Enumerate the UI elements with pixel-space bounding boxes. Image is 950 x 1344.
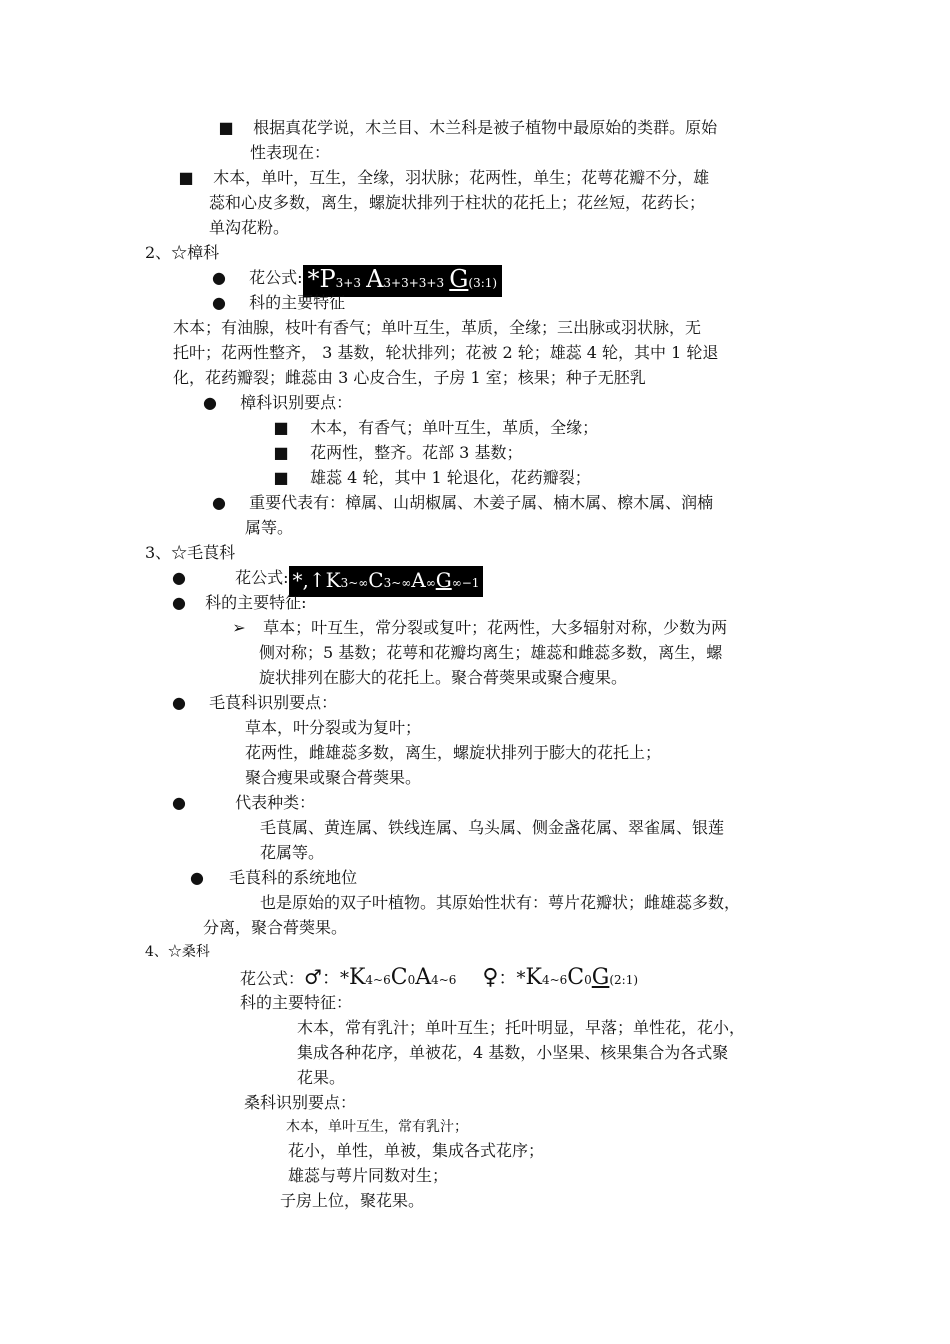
dot-bullet-icon: ● xyxy=(172,593,186,612)
ranunculaceae-id-3: 聚合瘦果或聚合蓇葖果。 xyxy=(245,768,422,787)
lauraceae-features-1: 木本；有油腺，枝叶有香气；单叶互生，革质，全缘；三出脉或羽状脉，无 xyxy=(173,318,702,337)
section-heading-ranunculaceae: 3、☆毛茛科 xyxy=(145,543,236,562)
magnolia-bullet-1: 根据真花学说，木兰目、木兰科是被子植物中最原始的类群。原始 xyxy=(253,118,718,137)
list-item xyxy=(190,865,357,890)
ranunculaceae-flower-formula: *,↑K3~∞C3~∞A∞G∞−1 xyxy=(289,566,484,597)
dot-bullet-icon: ● xyxy=(203,393,217,412)
magnolia-bullet-2-cont1: 蕊和心皮多数，离生，螺旋状排列于柱状的花托上；花丝短，花药长； xyxy=(209,193,706,212)
id-label: 樟科识别要点： xyxy=(240,393,353,412)
features-label: 科的主要特征: xyxy=(205,593,307,612)
arrow-bullet-icon: ➢ xyxy=(232,618,246,637)
lauraceae-features-2: 托叶；花两性整齐， 3 基数，轮状排列；花被 2 轮；雄蕊 4 轮，其中 1 轮退 xyxy=(173,343,719,362)
status-label: 毛茛科的系统地位 xyxy=(229,868,358,887)
list-item xyxy=(212,490,713,515)
magnolia-bullet-1-cont: 性表现在： xyxy=(250,143,331,162)
list-item xyxy=(273,465,591,490)
list-item xyxy=(172,690,337,715)
dot-bullet-icon: ● xyxy=(212,493,226,512)
features-label: 科的主要特征 xyxy=(249,293,346,312)
square-bullet-icon: ■ xyxy=(273,418,289,437)
lauraceae-id-item: 木本，有香气；单叶互生，革质，全缘； xyxy=(310,418,599,437)
moraceae-id-4: 子房上位，聚花果。 xyxy=(280,1191,425,1210)
list-item xyxy=(273,440,522,465)
moraceae-features-2: 集成各种花序，单被花，4 基数，小坚果、核果集合为各式聚 xyxy=(297,1043,729,1062)
moraceae-id-1: 木本，单叶互生，常有乳汁； xyxy=(286,1119,468,1135)
lauraceae-features-3: 化，花药瓣裂；雌蕊由 3 心皮合生，子房 1 室；核果；种子无胚乳 xyxy=(173,368,646,387)
moraceae-features-1: 木本，常有乳汁；单叶互生；托叶明显，早落；单性花，花小， xyxy=(297,1018,746,1037)
ranunculaceae-features-1: 草本；叶互生，常分裂或复叶；花两性，大多辐射对称，少数为两 xyxy=(263,618,728,637)
lauraceae-reps-cont: 属等。 xyxy=(245,518,294,537)
dot-bullet-icon: ● xyxy=(172,568,186,587)
moraceae-id-2: 花小，单性，单被，集成各式花序； xyxy=(288,1141,545,1160)
female-symbol-icon: ♀ xyxy=(482,965,499,990)
dot-bullet-icon: ● xyxy=(172,793,186,812)
moraceae-male-formula: ♂：*K4~6C0A4~6 xyxy=(304,965,457,990)
magnolia-bullet-2-cont2: 单沟花粉。 xyxy=(209,218,290,237)
male-symbol-icon: ♂ xyxy=(304,965,322,989)
list-item xyxy=(273,415,598,440)
ranunculaceae-status-1: 也是原始的双子叶植物。其原始性状有：萼片花瓣状；雌雄蕊多数， xyxy=(260,893,741,912)
magnolia-bullet-2: 木本，单叶，互生，全缘，羽状脉；花两性，单生；花萼花瓣不分，雄 xyxy=(213,168,710,187)
ranunculaceae-id-1: 草本，叶分裂或为复叶； xyxy=(245,718,422,737)
section-heading-moraceae: 4、☆桑科 xyxy=(145,944,210,960)
list-item xyxy=(203,390,352,415)
ranunculaceae-rep-2: 花属等。 xyxy=(260,843,325,862)
section-heading-lauraceae: 2、☆樟科 xyxy=(145,243,220,262)
rep-label: 代表种类： xyxy=(235,793,316,812)
lauraceae-id-item: 雄蕊 4 轮，其中 1 轮退化，花药瓣裂； xyxy=(310,468,591,487)
features-label: 科的主要特征： xyxy=(240,993,353,1012)
ranunculaceae-rep-1: 毛茛属、黄连属、铁线连属、乌头属、侧金盏花属、翠雀属、银莲 xyxy=(260,818,725,837)
list-item xyxy=(176,165,709,190)
ranunculaceae-id-2: 花两性，雌雄蕊多数，离生，螺旋状排列于膨大的花托上； xyxy=(245,743,662,762)
square-bullet-icon: ■ xyxy=(273,443,289,462)
formula-label: 花公式： xyxy=(240,969,305,988)
moraceae-features-3: 花果。 xyxy=(297,1068,346,1087)
lauraceae-id-item: 花两性，整齐。花部 3 基数； xyxy=(310,443,523,462)
ranunculaceae-features-2: 侧对称；5 基数；花萼和花瓣均离生；雄蕊和雌蕊多数，离生，螺 xyxy=(259,643,723,662)
list-item xyxy=(212,290,345,315)
moraceae-id-3: 雄蕊与萼片同数对生； xyxy=(288,1166,449,1185)
lauraceae-flower-formula: *P3+3 A3+3+3+3 G(3:1) xyxy=(303,265,503,297)
dot-bullet-icon: ● xyxy=(212,268,226,287)
moraceae-female-formula: ♀：*K4~6C0G(2:1) xyxy=(482,965,639,990)
square-bullet-icon: ■ xyxy=(178,168,194,187)
square-bullet-icon: ■ xyxy=(218,118,234,137)
id-label: 毛茛科识别要点： xyxy=(209,693,338,712)
id-label: 桑科识别要点： xyxy=(244,1093,357,1112)
dot-bullet-icon: ● xyxy=(190,868,204,887)
ranunculaceae-status-2: 分离，聚合蓇葖果。 xyxy=(203,918,348,937)
lauraceae-reps: 重要代表有：樟属、山胡椒属、木姜子属、楠木属、檫木属、润楠 xyxy=(249,493,714,512)
formula-label: 花公式: xyxy=(249,268,303,287)
list-item xyxy=(172,590,307,615)
list-item xyxy=(232,615,727,640)
dot-bullet-icon: ● xyxy=(212,293,226,312)
square-bullet-icon: ■ xyxy=(273,468,289,487)
ranunculaceae-features-3: 旋状排列在膨大的花托上。聚合蓇葖果或聚合瘦果。 xyxy=(259,668,628,687)
list-item xyxy=(216,115,717,140)
dot-bullet-icon: ● xyxy=(172,693,186,712)
formula-label: 花公式: xyxy=(235,568,289,587)
list-item xyxy=(172,790,315,815)
